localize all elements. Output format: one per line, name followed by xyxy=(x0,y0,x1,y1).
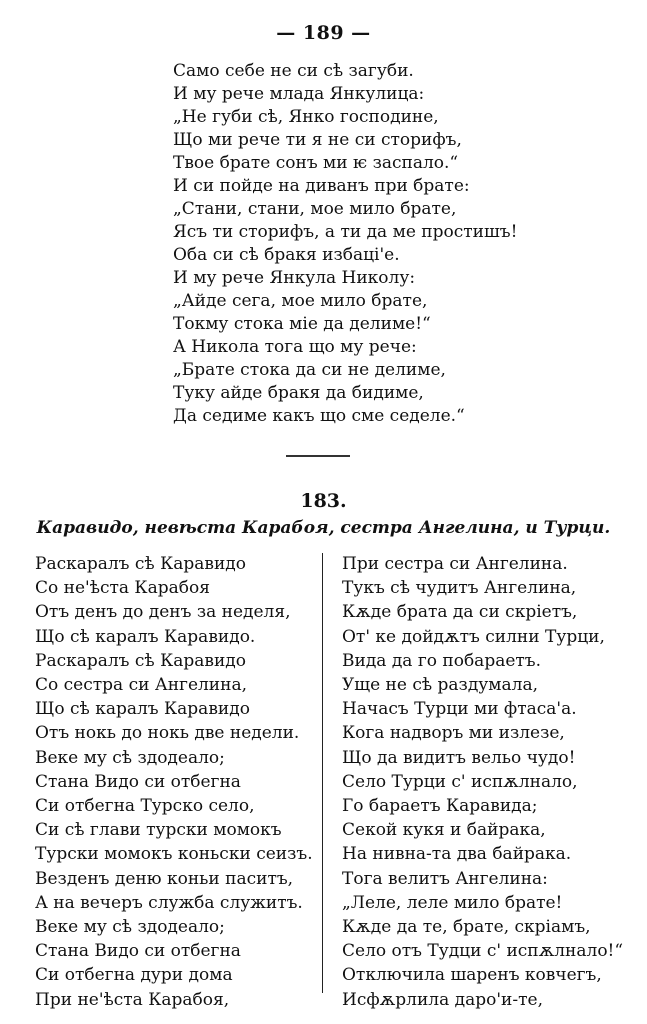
verse-line: Уще не сѣ раздумала, xyxy=(342,675,538,696)
verse-line: При сестра си Ангелина. xyxy=(342,554,568,574)
verse-line: Секой кукя и байрака, xyxy=(342,820,546,841)
poem-line: И му рече Янкула Николу: xyxy=(173,268,416,288)
verse-line: Веке му сѣ здодеало; xyxy=(35,917,225,938)
verse-line: Го бараетъ Каравида; xyxy=(342,796,538,817)
verse-line: Си сѣ глави турски момокъ xyxy=(35,820,282,841)
verse-line: От' ке дойдѫтъ силни Турци, xyxy=(342,626,605,647)
verse-line: А на вечеръ служба служитъ. xyxy=(35,892,303,913)
verse-line: Село Турци с' испѫлнало, xyxy=(342,771,578,792)
verse-line: Веке му сѣ здодеало; xyxy=(35,747,225,768)
left-column xyxy=(35,552,313,1012)
song-number: 183. xyxy=(300,490,347,512)
verse-line: Исфѫрлила даро'и-те, xyxy=(342,989,543,1010)
poem-line: „Не губи сѣ, Янко господине, xyxy=(173,107,439,127)
verse-line: Отключила шаренъ ковчегъ, xyxy=(342,965,602,986)
poem-top xyxy=(173,60,517,428)
verse-line: Раскаралъ сѣ Каравидо xyxy=(35,554,246,574)
verse-line: Тога велитъ Ангелина: xyxy=(342,868,548,889)
verse-line: Село отъ Тудци с' испѫлнало!“ xyxy=(342,941,624,962)
poem-line: Да седиме какъ що сме седеле.“ xyxy=(173,406,465,426)
verse-line: На нивна-та два байрака. xyxy=(342,844,572,865)
verse-line: Тукъ сѣ чудитъ Ангелина, xyxy=(342,578,577,599)
section-separator xyxy=(286,455,350,457)
verse-line: Со не'ѣста Карабоя xyxy=(35,578,210,599)
verse-line: Начасъ Турци ми фтаса'а. xyxy=(342,699,577,720)
poem-line: „Брате стока да си не делиме, xyxy=(173,360,446,380)
verse-line: Кѫде брата да си скріетъ, xyxy=(342,602,578,623)
poem-line: Оба си сѣ бракя избаці'е. xyxy=(173,245,400,265)
poem-line: И му рече млада Янкулица: xyxy=(173,84,425,104)
poem-line: И си пойде на диванъ при брате: xyxy=(173,176,470,196)
song-title: Каравидо, невѣста Карабоя, сестра Ангелина, и Турци. xyxy=(36,518,611,538)
verse-line: Кѫде да те, брате, скріамъ, xyxy=(342,917,591,938)
page-number: — 189 — xyxy=(276,22,371,44)
poem-line: Туку айде бракя да бидиме, xyxy=(173,383,424,403)
verse-line: Турски момокъ коньски сеизъ. xyxy=(35,844,313,865)
verse-line: Везденъ деню коньи паситъ, xyxy=(35,868,294,889)
poem-line: Само себе не си сѣ загуби. xyxy=(173,61,414,81)
poem-line: Ясъ ти сторифъ, а ти да ме простишъ! xyxy=(173,222,518,242)
poem-line: Токму стока міе да делиме!“ xyxy=(173,314,431,334)
verse-line: Що сѣ каралъ Каравидо. xyxy=(35,626,256,647)
poem-line: Твое брате сонъ ми ѥ заспало.“ xyxy=(173,153,459,173)
poem-line: А Никола тога що му рече: xyxy=(173,337,417,357)
verse-line: „Леле, леле мило брате! xyxy=(342,892,563,913)
verse-line: Си отбегна Турско село, xyxy=(35,796,255,817)
verse-line: При не'ѣста Карабоя, xyxy=(35,989,230,1010)
column-divider xyxy=(322,553,323,993)
right-column xyxy=(342,552,623,1012)
verse-line: Що сѣ каралъ Каравидо xyxy=(35,699,250,720)
poem-line: „Стани, стани, мое мило брате, xyxy=(173,199,457,219)
verse-line: Стана Видо си отбегна xyxy=(35,771,241,792)
verse-line: Кога надворъ ми излезе, xyxy=(342,723,565,744)
verse-line: Со сестра си Ангелина, xyxy=(35,675,248,696)
poem-line: Що ми рече ти я не си сторифъ, xyxy=(173,130,462,150)
verse-line: Раскаралъ сѣ Каравидо xyxy=(35,650,246,671)
poem-line: „Айде сега, мое мило брате, xyxy=(173,291,428,311)
verse-line: Отъ денъ до денъ за неделя, xyxy=(35,602,291,623)
verse-line: Отъ нокь до нокь две недели. xyxy=(35,723,300,744)
verse-line: Вида да го побараетъ. xyxy=(342,650,542,671)
verse-line: Си отбегна дури дома xyxy=(35,965,233,986)
verse-line: Стана Видо си отбегна xyxy=(35,941,241,962)
verse-line: Що да видитъ вельо чудо! xyxy=(342,747,576,768)
